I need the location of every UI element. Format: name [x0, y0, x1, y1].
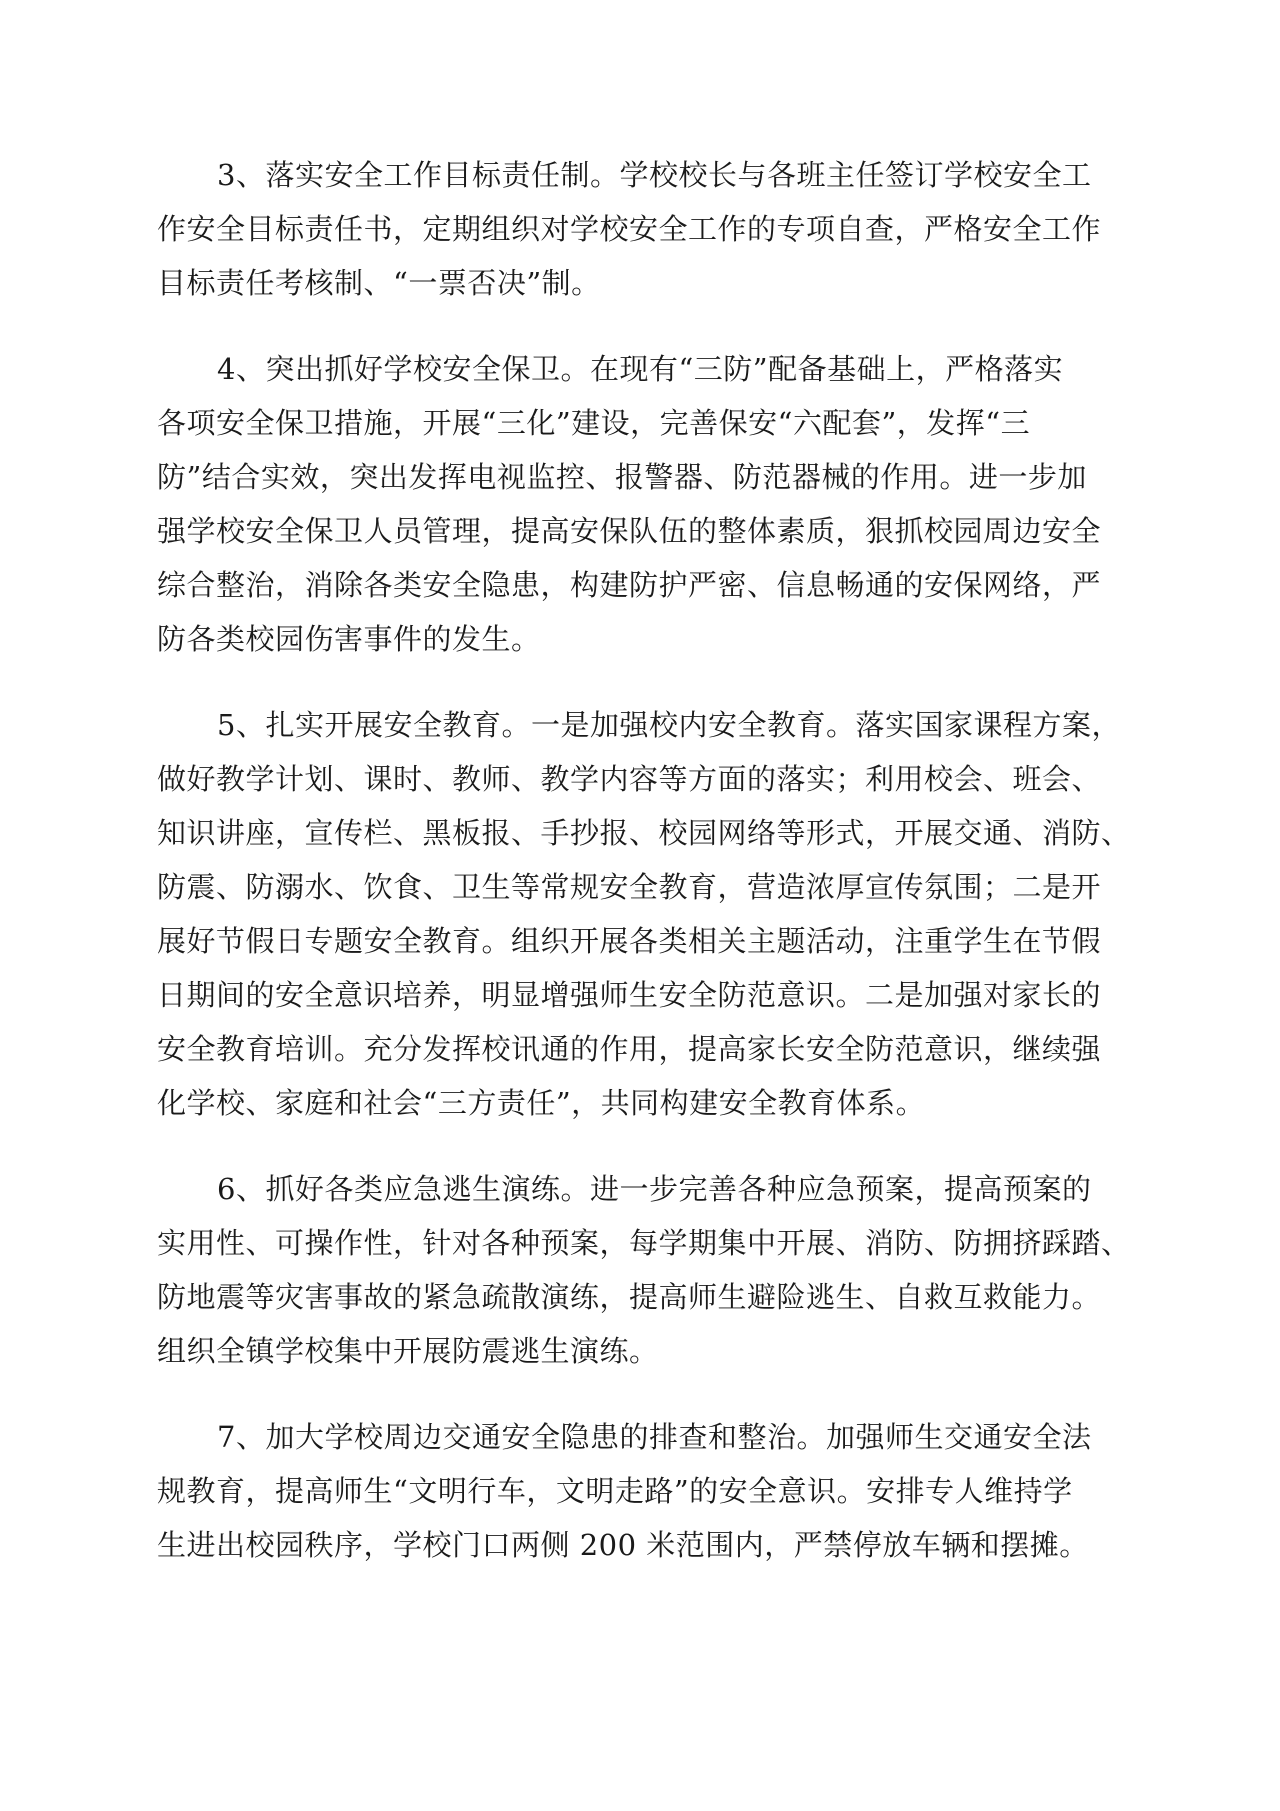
text-line: 防各类校园伤害事件的发生。 — [157, 622, 541, 656]
text-line: 展好节假日专题安全教育。组织开展各类相关主题活动，注重学生在节假 — [157, 924, 1102, 958]
text-line: 日期间的安全意识培养，明显增强师生安全防范意识。二是加强对家长的 — [157, 978, 1102, 1012]
text-line: 生进出校园秩序，学校门口两侧 200 米范围内，严禁停放车辆和摆摊。 — [157, 1528, 1089, 1562]
text-line: 5、扎实开展安全教育。一是加强校内安全教育。落实国家课程方案， — [217, 708, 1121, 742]
text-line: 7、加大学校周边交通安全隐患的排查和整治。加强师生交通安全法 — [217, 1420, 1092, 1454]
text-line: 防”结合实效，突出发挥电视监控、报警器、防范器械的作用。进一步加 — [157, 460, 1087, 494]
text-line: 安全教育培训。充分发挥校讯通的作用，提高家长安全防范意识，继续强 — [157, 1032, 1102, 1066]
text-line: 实用性、可操作性，针对各种预案，每学期集中开展、消防、防拥挤踩踏、 — [157, 1226, 1131, 1260]
text-line: 化学校、家庭和社会“三方责任”，共同构建安全教育体系。 — [157, 1086, 926, 1120]
text-line: 3、落实安全工作目标责任制。学校校长与各班主任签订学校安全工 — [217, 158, 1092, 192]
text-line: 知识讲座，宣传栏、黑板报、手抄报、校园网络等形式，开展交通、消防、 — [157, 816, 1131, 850]
paragraph-item-3 — [157, 148, 1123, 310]
paragraph-item-7 — [157, 1410, 1123, 1572]
text-line: 6、抓好各类应急逃生演练。进一步完善各种应急预案，提高预案的 — [217, 1172, 1092, 1206]
text-line: 4、突出抓好学校安全保卫。在现有“三防”配备基础上，严格落实 — [217, 352, 1064, 386]
text-line: 规教育，提高师生“文明行车，文明走路”的安全意识。安排专人维持学 — [157, 1474, 1073, 1508]
text-line: 防震、防溺水、饮食、卫生等常规安全教育，营造浓厚宣传氛围；二是开 — [157, 870, 1102, 904]
document-body — [157, 148, 1131, 1604]
text-line: 各项安全保卫措施，开展“三化”建设，完善保安“六配套”，发挥“三 — [157, 406, 1031, 440]
paragraph-item-4 — [157, 342, 1123, 666]
text-line: 强学校安全保卫人员管理，提高安保队伍的整体素质，狠抓校园周边安全 — [157, 514, 1102, 548]
text-line: 防地震等灾害事故的紧急疏散演练，提高师生避险逃生、自救互救能力。 — [157, 1280, 1102, 1314]
text-line: 做好教学计划、课时、教师、教学内容等方面的落实；利用校会、班会、 — [157, 762, 1102, 796]
text-line: 组织全镇学校集中开展防震逃生演练。 — [157, 1334, 659, 1368]
text-line: 作安全目标责任书，定期组织对学校安全工作的专项自查，严格安全工作 — [157, 212, 1102, 246]
paragraph-item-6 — [157, 1162, 1131, 1378]
paragraph-item-5 — [157, 698, 1131, 1130]
text-line: 目标责任考核制、“一票否决”制。 — [157, 266, 601, 300]
text-line: 综合整治，消除各类安全隐患，构建防护严密、信息畅通的安保网络，严 — [157, 568, 1102, 602]
